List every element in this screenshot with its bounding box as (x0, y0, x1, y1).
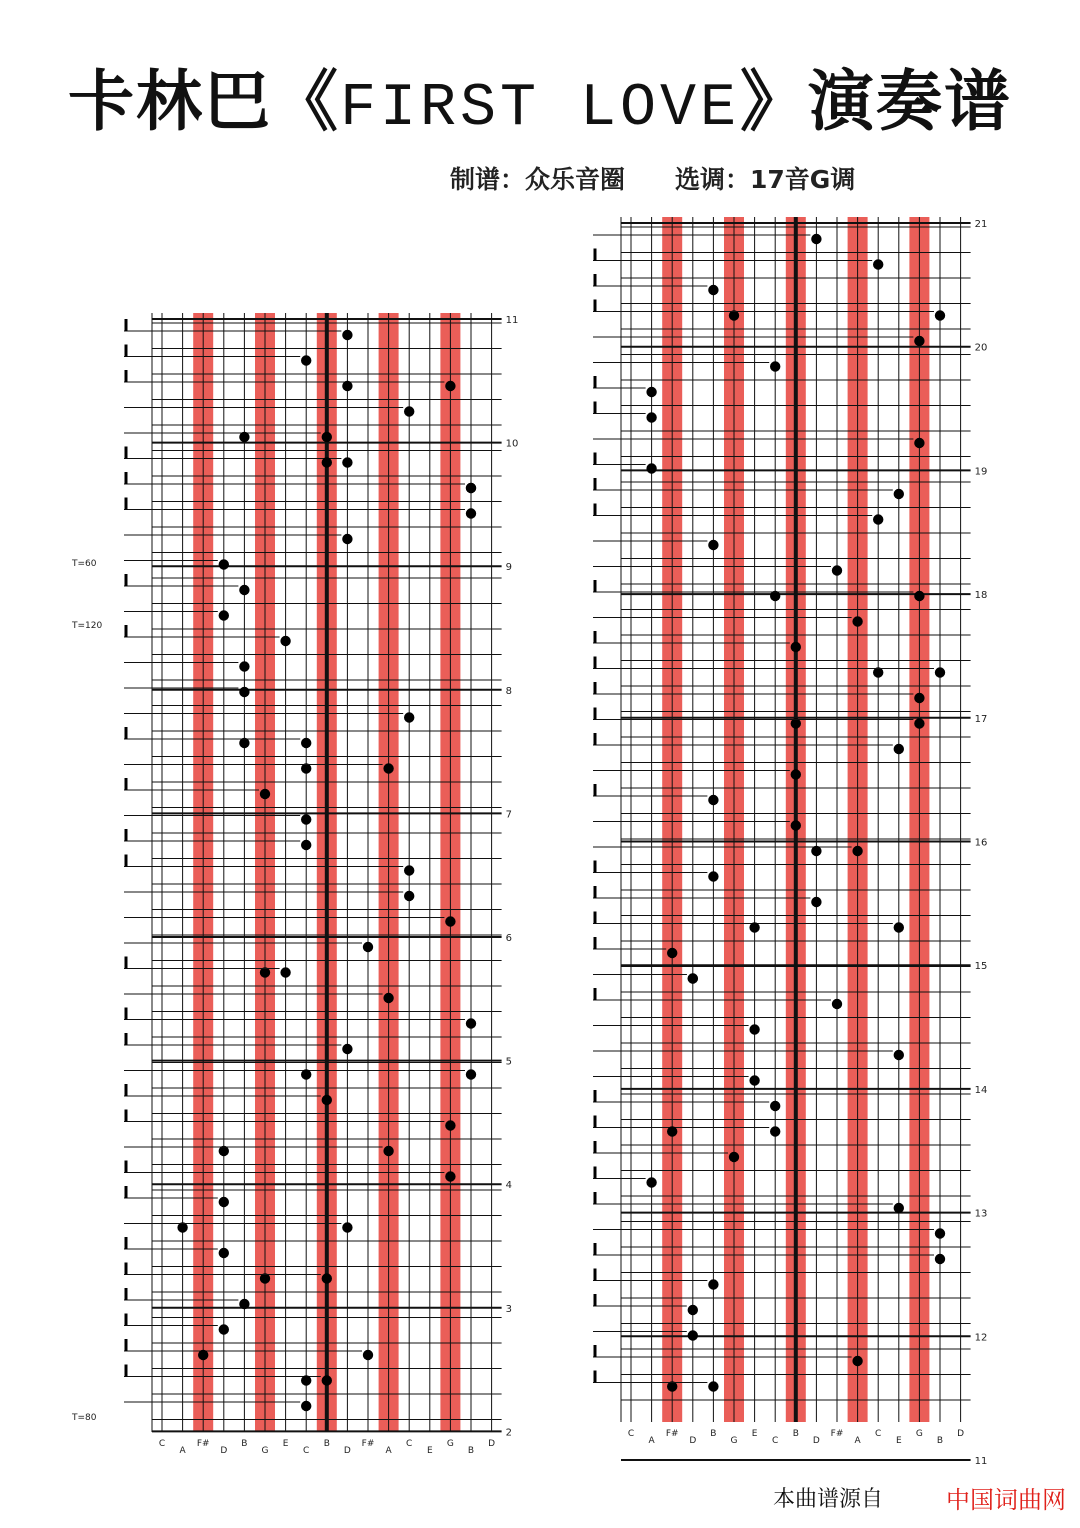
right-note-dot (667, 1126, 677, 1136)
left-note-dot (342, 330, 352, 340)
left-note-dot (219, 559, 229, 569)
right-tine-label: F# (830, 1429, 844, 1439)
left-note-dot (301, 1069, 311, 1079)
right-note-dot (811, 846, 821, 856)
credit-key: 选调：17音G调 (675, 165, 856, 194)
right-note-dot (894, 922, 904, 932)
right-tine-label: A (854, 1436, 861, 1446)
right-note-dot (914, 438, 924, 448)
left-tine-label: C (406, 1439, 413, 1449)
left-note-dot (404, 712, 414, 722)
right-measure-number: 15 (974, 961, 988, 973)
left-tine-label: D (220, 1446, 228, 1456)
left-note-dot (301, 840, 311, 850)
title-suffix: 》演奏谱 (740, 63, 1013, 140)
right-note-dot (811, 897, 821, 907)
left-tine-label: D (488, 1439, 496, 1449)
left-note-dot (239, 687, 249, 697)
right-measure-number: 11 (974, 1456, 988, 1467)
right-measure-number: 17 (974, 713, 988, 725)
left-note-dot (466, 1018, 476, 1028)
right-tine-label: C (772, 1436, 779, 1446)
right-note-dot (688, 1330, 698, 1340)
left-note-dot (219, 1197, 229, 1207)
left-measure-number: 10 (505, 438, 519, 450)
right-note-dot (770, 1101, 780, 1111)
right-note-dot (914, 693, 924, 703)
left-measure-number: 4 (505, 1180, 512, 1192)
right-measure-number: 12 (974, 1332, 988, 1344)
right-tine-label: C (875, 1429, 882, 1439)
left-note-dot (322, 457, 332, 467)
right-note-dot (749, 1024, 759, 1034)
left-measure-number: 7 (505, 809, 512, 821)
right-note-dot (708, 871, 718, 881)
right-note-dot (708, 285, 718, 295)
right-note-dot (791, 769, 801, 779)
right-tine-label: D (957, 1429, 965, 1439)
right-note-dot (852, 616, 862, 626)
left-note-dot (404, 865, 414, 875)
title-prefix: 卡林巴《 (67, 63, 340, 140)
source-label: 本曲谱源自 (773, 1487, 884, 1512)
right-note-dot (770, 1126, 780, 1136)
right-note-dot (873, 259, 883, 269)
right-note-dot (832, 565, 842, 575)
right-note-dot (935, 1254, 945, 1264)
left-tine-label: G (446, 1439, 454, 1449)
right-note-dot (894, 1050, 904, 1060)
left-note-dot (301, 738, 311, 748)
left-note-dot (342, 457, 352, 467)
left-note-dot (342, 1222, 352, 1232)
right-note-dot (791, 820, 801, 830)
right-tine-label: C (627, 1429, 635, 1439)
right-note-dot (852, 1356, 862, 1366)
left-note-dot (342, 534, 352, 544)
right-note-dot (749, 1075, 759, 1085)
right-tine-label: E (751, 1429, 758, 1439)
left-tine-label: G (261, 1446, 269, 1456)
left-note-dot (445, 1120, 455, 1130)
left-note-dot (383, 1146, 393, 1156)
left-note-dot (198, 1350, 208, 1360)
right-note-dot (688, 1305, 698, 1315)
right-note-dot (852, 846, 862, 856)
left-tine-label: B (467, 1446, 475, 1456)
left-note-dot (239, 432, 249, 442)
left-tine-label: B (241, 1439, 248, 1449)
right-note-dot (791, 642, 801, 652)
right-note-dot (770, 361, 780, 371)
right-note-dot (894, 744, 904, 754)
left-tine-label: B (323, 1439, 330, 1449)
left-measure-number: 3 (505, 1303, 512, 1315)
left-measure-number: 2 (505, 1427, 512, 1439)
right-note-dot (646, 387, 656, 397)
left-note-dot (383, 993, 393, 1003)
right-tine-label: F# (665, 1429, 679, 1439)
left-note-dot (219, 1324, 229, 1334)
right-note-dot (688, 973, 698, 983)
right-measure-number: 13 (974, 1208, 988, 1220)
left-note-dot (445, 916, 455, 926)
left-measure-number: 5 (505, 1056, 512, 1068)
left-note-dot (322, 1273, 332, 1283)
right-measure-number: 20 (974, 342, 988, 354)
right-note-dot (894, 489, 904, 499)
right-measure-number: 21 (974, 219, 988, 230)
left-tine-label: E (282, 1439, 289, 1449)
right-note-dot (646, 1177, 656, 1187)
left-tine-label: E (426, 1446, 433, 1456)
right-tine-label: D (689, 1436, 697, 1446)
right-note-dot (935, 1228, 945, 1238)
right-tine-label: B (792, 1429, 799, 1439)
right-note-dot (708, 795, 718, 805)
left-note-dot (301, 355, 311, 365)
left-note-dot (342, 381, 352, 391)
left-note-dot (280, 636, 290, 646)
right-note-dot (646, 463, 656, 473)
left-note-dot (280, 967, 290, 977)
left-measure-number: 8 (505, 685, 512, 697)
right-tine-label: A (648, 1436, 655, 1446)
left-note-dot (363, 1350, 373, 1360)
left-note-dot (383, 763, 393, 773)
left-note-dot (219, 610, 229, 620)
right-note-dot (729, 1152, 739, 1162)
right-measure-number: 18 (974, 590, 988, 602)
right-note-dot (914, 591, 924, 601)
left-note-dot (445, 1171, 455, 1181)
right-note-dot (894, 1203, 904, 1213)
left-note-dot (342, 1044, 352, 1054)
right-note-dot (832, 999, 842, 1009)
left-tine-label: C (303, 1446, 310, 1456)
left-tine-label: F# (361, 1439, 375, 1449)
right-tine-label: D (812, 1436, 820, 1446)
left-tine-label: A (385, 1446, 392, 1456)
right-note-dot (667, 948, 677, 958)
left-measure-number: 6 (505, 933, 512, 944)
right-note-dot (873, 514, 883, 524)
right-note-dot (749, 922, 759, 932)
left-note-dot (322, 1375, 332, 1385)
right-measure-number: 19 (974, 466, 988, 478)
left-measure-number: 11 (505, 315, 519, 326)
left-note-dot (239, 1299, 249, 1309)
right-note-dot (935, 667, 945, 677)
left-note-dot (239, 585, 249, 595)
right-measure-number: 14 (974, 1084, 988, 1096)
left-note-dot (466, 508, 476, 518)
tempo-mark: T=80 (72, 1413, 97, 1423)
left-note-dot (466, 1069, 476, 1079)
left-note-dot (239, 661, 249, 671)
title-song: FIRST LOVE (339, 75, 741, 143)
left-note-dot (260, 789, 270, 799)
left-note-dot (322, 1095, 332, 1105)
right-tine-label: G (915, 1429, 923, 1439)
left-tine-label: D (343, 1446, 351, 1456)
left-note-dot (219, 1248, 229, 1258)
right-note-dot (811, 234, 821, 244)
tempo-mark: T=60 (72, 559, 97, 569)
left-note-dot (301, 1375, 311, 1385)
left-note-dot (363, 942, 373, 952)
left-tine-label: F# (196, 1439, 210, 1449)
left-tine-label: A (179, 1446, 186, 1456)
tempo-mark: T=120 (72, 621, 103, 631)
left-note-dot (301, 1401, 311, 1411)
left-note-dot (404, 406, 414, 416)
left-note-dot (466, 483, 476, 493)
right-note-dot (646, 412, 656, 422)
source-site: 中国词曲网 (946, 1486, 1066, 1514)
right-tine-label: G (730, 1436, 738, 1446)
right-tine-label: E (895, 1436, 902, 1446)
right-note-dot (708, 1381, 718, 1391)
right-note-dot (708, 540, 718, 550)
left-note-dot (322, 432, 332, 442)
left-note-dot (445, 381, 455, 391)
credit-arranger: 制谱：众乐音圈 (450, 165, 626, 194)
left-note-dot (404, 891, 414, 901)
right-note-dot (914, 336, 924, 346)
right-tine-label: B (710, 1429, 717, 1439)
left-tine-label: C (158, 1439, 166, 1449)
right-note-dot (708, 1279, 718, 1289)
right-note-dot (935, 310, 945, 320)
right-note-dot (914, 718, 924, 728)
right-tine-label: B (936, 1436, 944, 1446)
left-measure-number: 9 (505, 562, 512, 574)
left-note-dot (301, 814, 311, 824)
right-measure-number: 16 (974, 837, 988, 849)
